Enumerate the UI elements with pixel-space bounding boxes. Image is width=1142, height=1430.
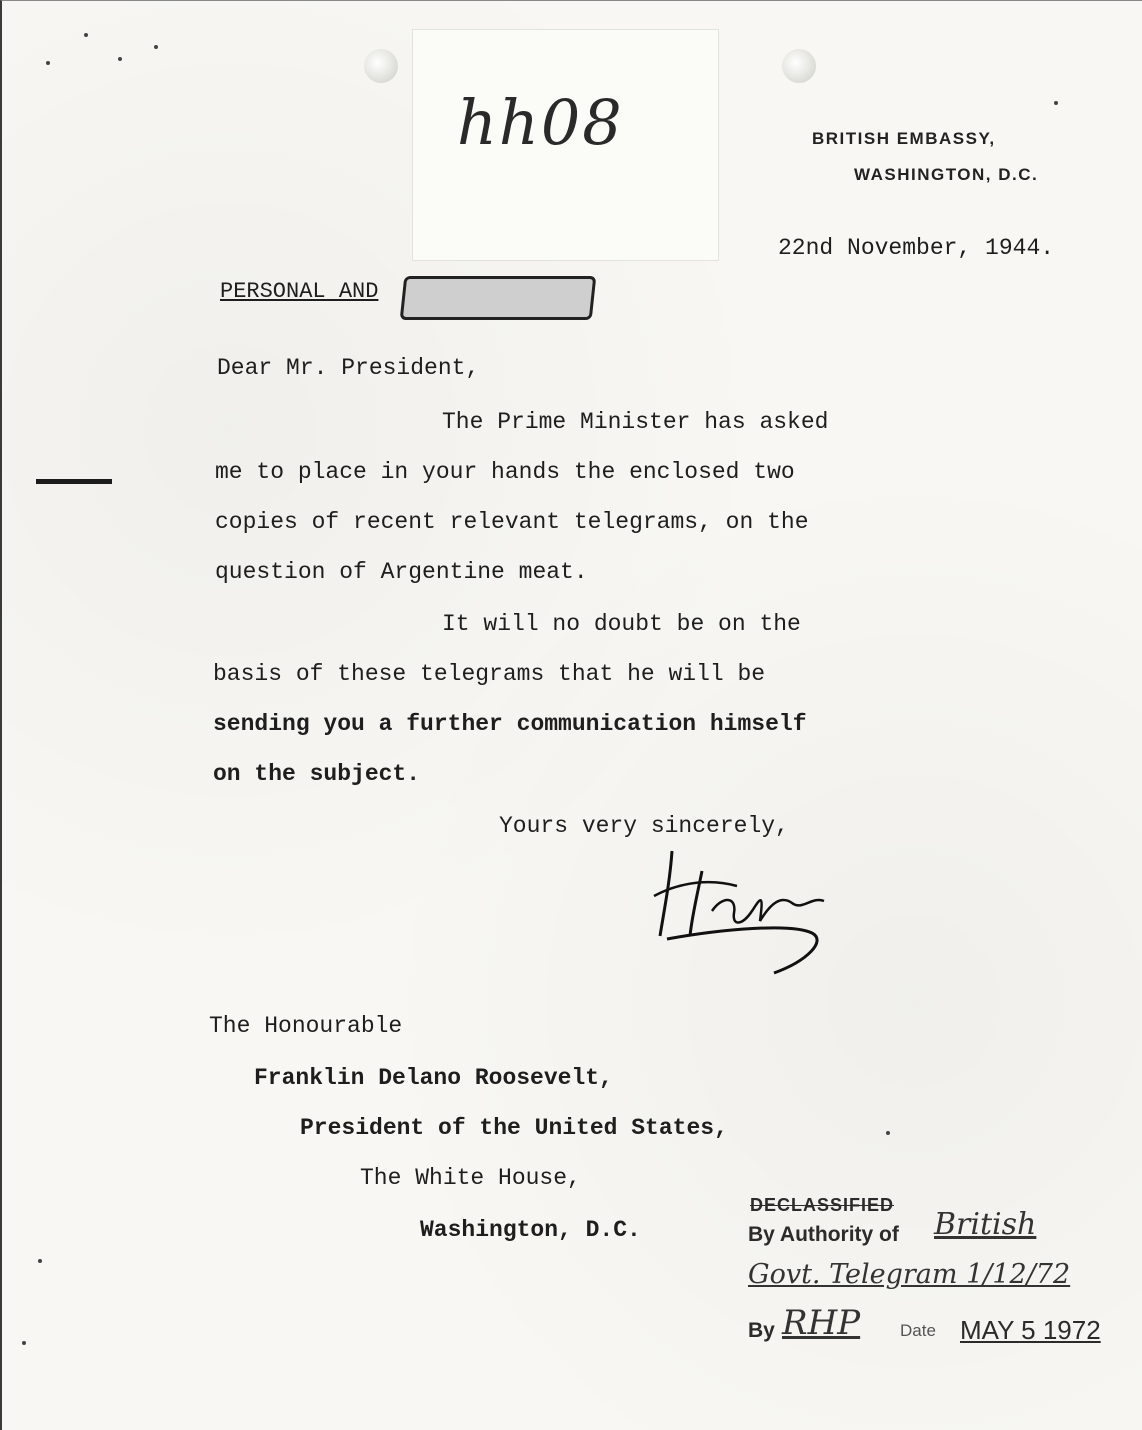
body-line: copies of recent relevant telegrams, on the: [215, 509, 809, 535]
ink-speck: [886, 1131, 890, 1135]
ink-speck: [22, 1341, 26, 1345]
declassified-stamp-authority-label: By Authority of: [748, 1223, 899, 1246]
declassified-stamp-authority-hand-2: Govt. Telegram 1/12/72: [748, 1259, 1071, 1290]
pin-mark-left: [364, 49, 398, 83]
declassified-stamp-by-label: By: [748, 1319, 775, 1342]
signature-halifax: [642, 841, 842, 981]
declassified-stamp-initials: RHP: [782, 1303, 861, 1343]
ink-speck: [84, 33, 88, 37]
ink-speck: [46, 61, 50, 65]
letterhead-line-1: BRITISH EMBASSY,: [812, 129, 996, 148]
ink-speck: [118, 57, 122, 61]
margin-rule: [36, 479, 112, 484]
letter-date: 22nd November, 1944.: [778, 235, 1055, 261]
ink-speck: [1054, 101, 1058, 105]
pin-mark-right: [782, 49, 816, 83]
redacted-classification-stamp: [400, 276, 597, 320]
closing: Yours very sincerely,: [499, 813, 789, 839]
ink-speck: [154, 45, 158, 49]
body-line: question of Argentine meat.: [215, 559, 588, 585]
declassified-stamp-header: DECLASSIFIED: [750, 1195, 895, 1215]
body-line: sending you a further communication himself: [213, 711, 807, 737]
handwritten-file-number: hh08: [457, 86, 624, 159]
address-line: The Honourable: [209, 1013, 403, 1039]
declassified-stamp-date-label: Date: [900, 1321, 936, 1340]
address-line: The White House,: [360, 1165, 581, 1191]
salutation: Dear Mr. President,: [217, 355, 480, 381]
body-line: The Prime Minister has asked: [442, 409, 829, 435]
address-line: President of the United States,: [300, 1115, 728, 1141]
body-line: on the subject.: [213, 761, 421, 787]
address-line: Franklin Delano Roosevelt,: [254, 1065, 613, 1091]
ink-speck: [38, 1259, 42, 1263]
letterhead-line-2: WASHINGTON, D.C.: [854, 165, 1039, 184]
body-line: basis of these telegrams that he will be: [213, 661, 766, 687]
address-line: Washington, D.C.: [420, 1217, 641, 1243]
classification-marking: PERSONAL AND: [220, 279, 379, 304]
declassified-stamp-authority-hand: British: [934, 1207, 1037, 1242]
body-line: It will no doubt be on the: [442, 611, 801, 637]
declassified-stamp-date: MAY 5 1972: [960, 1315, 1101, 1345]
body-line: me to place in your hands the enclosed two: [215, 459, 795, 485]
